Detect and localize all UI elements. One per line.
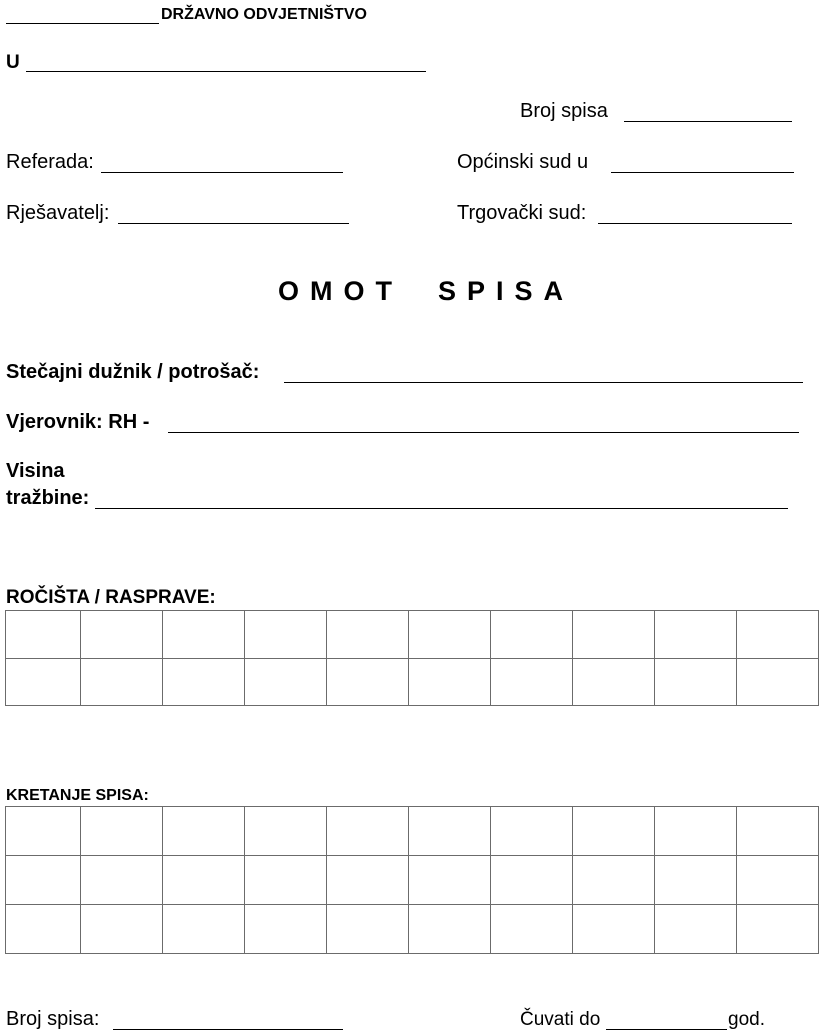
claim-line[interactable]	[95, 488, 788, 509]
case-number-label: Broj spisa	[520, 100, 608, 122]
creditor-label: Vjerovnik: RH -	[6, 411, 150, 433]
hearings-cell[interactable]	[573, 658, 655, 706]
file-movement-cell[interactable]	[327, 807, 409, 856]
hearings-cell[interactable]	[409, 658, 491, 706]
referada-label: Referada:	[6, 151, 94, 173]
rjesavatelj-label: Rješavatelj:	[6, 202, 110, 224]
hearings-cell[interactable]	[81, 611, 163, 659]
case-number-line[interactable]	[624, 101, 792, 122]
hearings-cell[interactable]	[491, 611, 573, 659]
file-movement-heading: KRETANJE SPISA:	[6, 787, 149, 804]
file-movement-cell[interactable]	[737, 856, 819, 905]
file-movement-cell[interactable]	[737, 905, 819, 954]
hearings-cell[interactable]	[163, 658, 245, 706]
hearings-row	[6, 658, 819, 706]
office-prefix-line[interactable]	[6, 6, 159, 24]
file-movement-table	[5, 806, 819, 954]
commercial-court-label: Trgovački sud:	[457, 202, 587, 224]
hearings-cell[interactable]	[737, 658, 819, 706]
hearings-heading: ROČIŠTA / RASPRAVE:	[6, 587, 216, 608]
file-movement-cell[interactable]	[245, 856, 327, 905]
file-movement-cell[interactable]	[6, 905, 81, 954]
footer-case-number-line[interactable]	[113, 1009, 343, 1030]
file-movement-cell[interactable]	[245, 807, 327, 856]
hearings-row	[6, 611, 819, 659]
file-movement-cell[interactable]	[6, 807, 81, 856]
file-movement-cell[interactable]	[327, 856, 409, 905]
page-title-word-1: OMOT	[278, 276, 403, 306]
referada-line[interactable]	[101, 152, 343, 173]
file-movement-cell[interactable]	[163, 807, 245, 856]
file-movement-cell[interactable]	[573, 905, 655, 954]
file-movement-cell[interactable]	[409, 807, 491, 856]
hearings-cell[interactable]	[6, 611, 81, 659]
claim-label-line-2: tražbine:	[6, 487, 90, 509]
hearings-cell[interactable]	[491, 658, 573, 706]
hearings-cell[interactable]	[655, 611, 737, 659]
page-title-word-2: SPISA	[438, 276, 575, 306]
file-movement-cell[interactable]	[81, 807, 163, 856]
claim-label-line-1: Visina	[6, 460, 65, 482]
keep-until-label: Čuvati do	[520, 1009, 601, 1030]
file-movement-cell[interactable]	[737, 807, 819, 856]
hearings-cell[interactable]	[81, 658, 163, 706]
hearings-cell[interactable]	[163, 611, 245, 659]
file-movement-cell[interactable]	[491, 905, 573, 954]
rjesavatelj-line[interactable]	[118, 203, 349, 224]
location-line[interactable]	[26, 52, 426, 72]
file-movement-cell[interactable]	[491, 856, 573, 905]
file-movement-cell[interactable]	[6, 856, 81, 905]
office-name: DRŽAVNO ODVJETNIŠTVO	[161, 6, 367, 23]
municipal-court-line[interactable]	[611, 152, 794, 173]
hearings-cell[interactable]	[327, 611, 409, 659]
file-movement-cell[interactable]	[409, 905, 491, 954]
footer-case-number-label: Broj spisa:	[6, 1008, 100, 1030]
file-movement-row	[6, 807, 819, 856]
file-movement-cell[interactable]	[491, 807, 573, 856]
creditor-line[interactable]	[168, 412, 799, 433]
municipal-court-label: Općinski sud u	[457, 151, 589, 173]
hearings-cell[interactable]	[573, 611, 655, 659]
file-movement-row	[6, 905, 819, 954]
debtor-label: Stečajni dužnik / potrošač:	[6, 361, 260, 383]
file-movement-cell[interactable]	[655, 856, 737, 905]
hearings-cell[interactable]	[655, 658, 737, 706]
file-movement-cell[interactable]	[327, 905, 409, 954]
debtor-line[interactable]	[284, 362, 803, 383]
commercial-court-line[interactable]	[598, 203, 792, 224]
keep-until-line[interactable]	[606, 1009, 727, 1030]
file-movement-cell[interactable]	[163, 905, 245, 954]
hearings-cell[interactable]	[245, 658, 327, 706]
year-suffix: god.	[728, 1009, 765, 1030]
location-prefix: U	[6, 52, 20, 73]
file-movement-cell[interactable]	[245, 905, 327, 954]
file-movement-cell[interactable]	[573, 807, 655, 856]
hearings-cell[interactable]	[327, 658, 409, 706]
file-movement-cell[interactable]	[655, 807, 737, 856]
file-movement-cell[interactable]	[163, 856, 245, 905]
file-movement-cell[interactable]	[81, 905, 163, 954]
hearings-cell[interactable]	[737, 611, 819, 659]
file-movement-cell[interactable]	[81, 856, 163, 905]
file-movement-cell[interactable]	[409, 856, 491, 905]
hearings-cell[interactable]	[245, 611, 327, 659]
hearings-cell[interactable]	[6, 658, 81, 706]
hearings-table	[5, 610, 819, 706]
file-movement-cell[interactable]	[655, 905, 737, 954]
hearings-cell[interactable]	[409, 611, 491, 659]
file-movement-cell[interactable]	[573, 856, 655, 905]
file-movement-row	[6, 856, 819, 905]
